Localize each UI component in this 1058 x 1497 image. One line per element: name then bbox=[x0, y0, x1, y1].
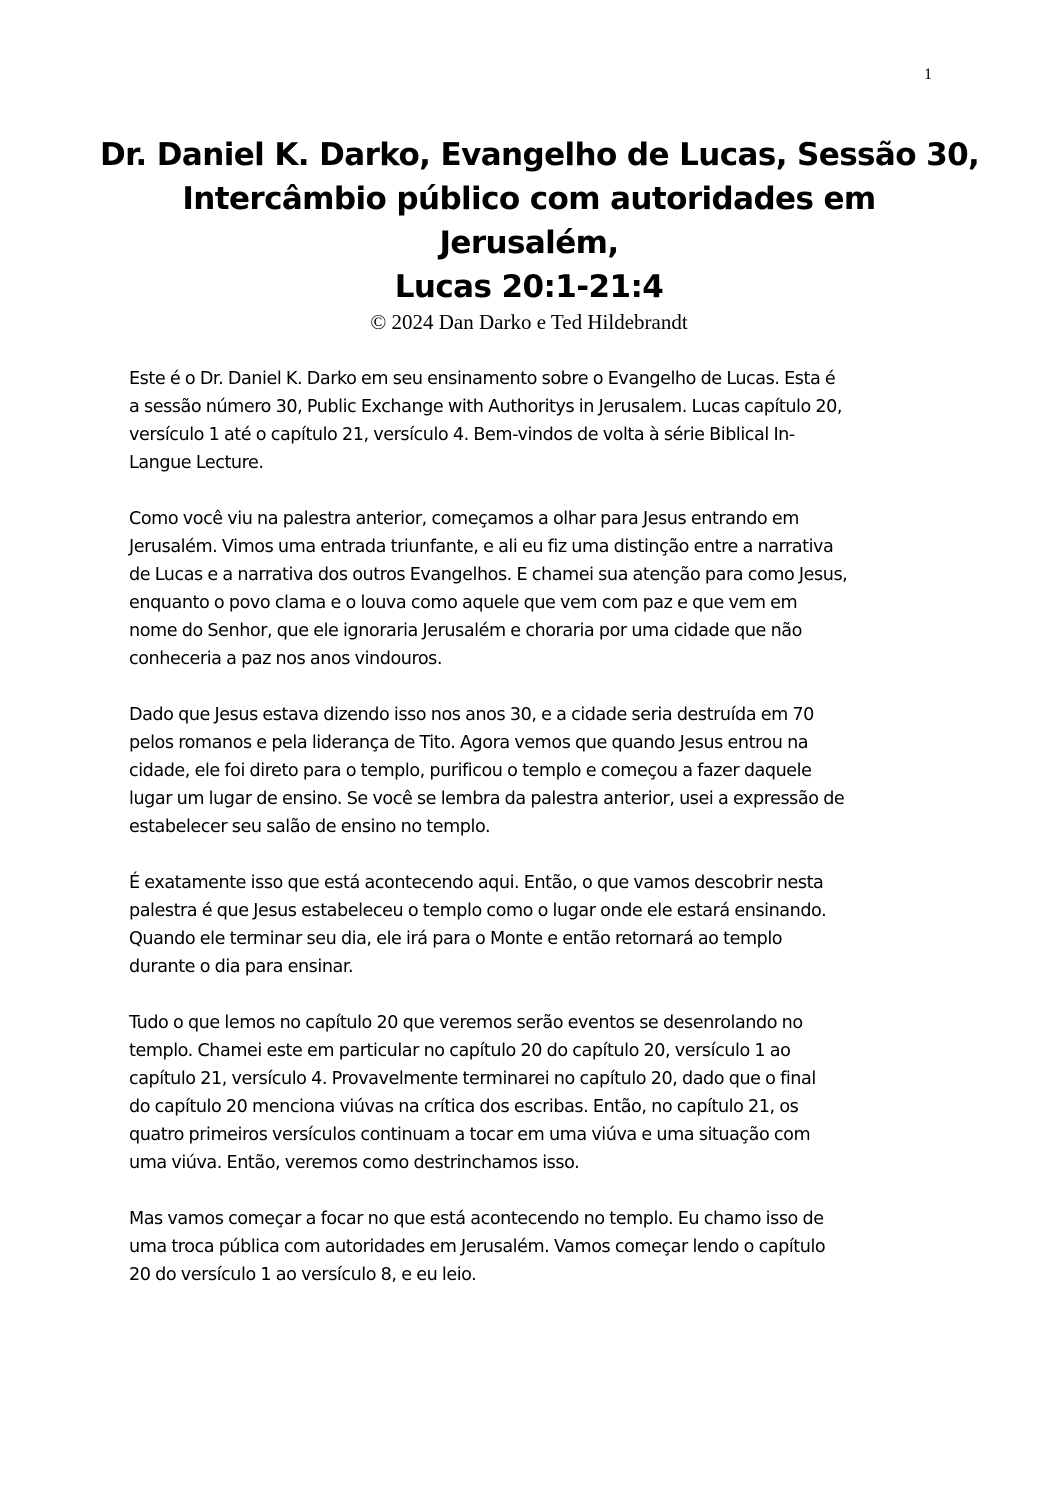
title-line-1: Dr. Daniel K. Darko, Evangelho de Lucas, Sessão 30, bbox=[100, 137, 980, 173]
paragraph-line: Este é o Dr. Daniel K. Darko em seu ensinamento sobre o Evangelho de Lucas. Esta é bbox=[129, 369, 836, 389]
paragraph-line: Como você viu na palestra anterior, começamos a olhar para Jesus entrando em bbox=[129, 509, 799, 529]
paragraph-line: quatro primeiros versículos continuam a tocar em uma viúva e uma situação com bbox=[129, 1125, 811, 1145]
paragraph-3 bbox=[129, 701, 937, 841]
paragraph-4 bbox=[129, 869, 937, 981]
paragraph-line: 20 do versículo 1 ao versículo 8, e eu leio. bbox=[129, 1265, 477, 1285]
title-block bbox=[100, 133, 980, 335]
paragraph-line: capítulo 21, versículo 4. Provavelmente terminarei no capítulo 20, dado que o final bbox=[129, 1069, 816, 1089]
paragraph-line: cidade, ele foi direto para o templo, purificou o templo e começou a fazer daquele bbox=[129, 761, 812, 781]
title-line-4: Lucas 20:1-21:4 bbox=[394, 269, 664, 305]
paragraph-5 bbox=[129, 1009, 937, 1177]
paragraph-6 bbox=[129, 1205, 937, 1289]
paragraph-line: É exatamente isso que está acontecendo aqui. Então, o que vamos descobrir nesta bbox=[129, 873, 824, 893]
paragraph-line: Jerusalém. Vimos uma entrada triunfante, e ali eu fiz uma distinção entre a narrativa bbox=[129, 537, 834, 557]
paragraph-line: Tudo o que lemos no capítulo 20 que veremos serão eventos se desenrolando no bbox=[129, 1013, 803, 1033]
body-text bbox=[129, 365, 937, 1317]
paragraph-line: lugar um lugar de ensino. Se você se lembra da palestra anterior, usei a expressão de bbox=[129, 789, 845, 809]
paragraph-line: pelos romanos e pela liderança de Tito. Agora vemos que quando Jesus entrou na bbox=[129, 733, 809, 753]
copyright: © 2024 Dan Darko e Ted Hildebrandt bbox=[370, 310, 688, 334]
paragraph-line: durante o dia para ensinar. bbox=[129, 957, 354, 977]
paragraph-1 bbox=[129, 365, 937, 477]
paragraph-line: nome do Senhor, que ele ignoraria Jerusalém e choraria por uma cidade que não bbox=[129, 621, 802, 641]
title-line-2: Intercâmbio público com autoridades em bbox=[182, 181, 876, 217]
paragraph-line: uma troca pública com autoridades em Jerusalém. Vamos começar lendo o capítulo bbox=[129, 1237, 826, 1257]
paragraph-line: Mas vamos começar a focar no que está acontecendo no templo. Eu chamo isso de bbox=[129, 1209, 824, 1229]
paragraph-line: do capítulo 20 menciona viúvas na crítica dos escribas. Então, no capítulo 21, os bbox=[129, 1097, 799, 1117]
paragraph-line: templo. Chamei este em particular no capítulo 20 do capítulo 20, versículo 1 ao bbox=[129, 1041, 791, 1061]
title-line-3: Jerusalém, bbox=[439, 225, 619, 261]
paragraph-line: de Lucas e a narrativa dos outros Evangelhos. E chamei sua atenção para como Jesus, bbox=[129, 565, 848, 585]
paragraph-2 bbox=[129, 505, 937, 673]
paragraph-line: enquanto o povo clama e o louva como aquele que vem com paz e que vem em bbox=[129, 593, 798, 613]
paragraph-line: Dado que Jesus estava dizendo isso nos anos 30, e a cidade seria destruída em 70 bbox=[129, 705, 814, 725]
paragraph-line: estabelecer seu salão de ensino no templo. bbox=[129, 817, 491, 837]
page-number: 1 bbox=[924, 66, 932, 83]
paragraph-line: uma viúva. Então, veremos como destrinchamos isso. bbox=[129, 1153, 580, 1173]
paragraph-line: versículo 1 até o capítulo 21, versículo 4. Bem-vindos de volta à série Biblical In- bbox=[129, 425, 795, 445]
paragraph-line: conheceria a paz nos anos vindouros. bbox=[129, 649, 443, 669]
paragraph-line: Langue Lecture. bbox=[129, 453, 264, 473]
paragraph-line: a sessão número 30, Public Exchange with Authoritys in Jerusalem. Lucas capítulo 20, bbox=[129, 397, 843, 417]
paragraph-line: palestra é que Jesus estabeleceu o templo como o lugar onde ele estará ensinando. bbox=[129, 901, 827, 921]
paragraph-line: Quando ele terminar seu dia, ele irá para o Monte e então retornará ao templo bbox=[129, 929, 783, 949]
